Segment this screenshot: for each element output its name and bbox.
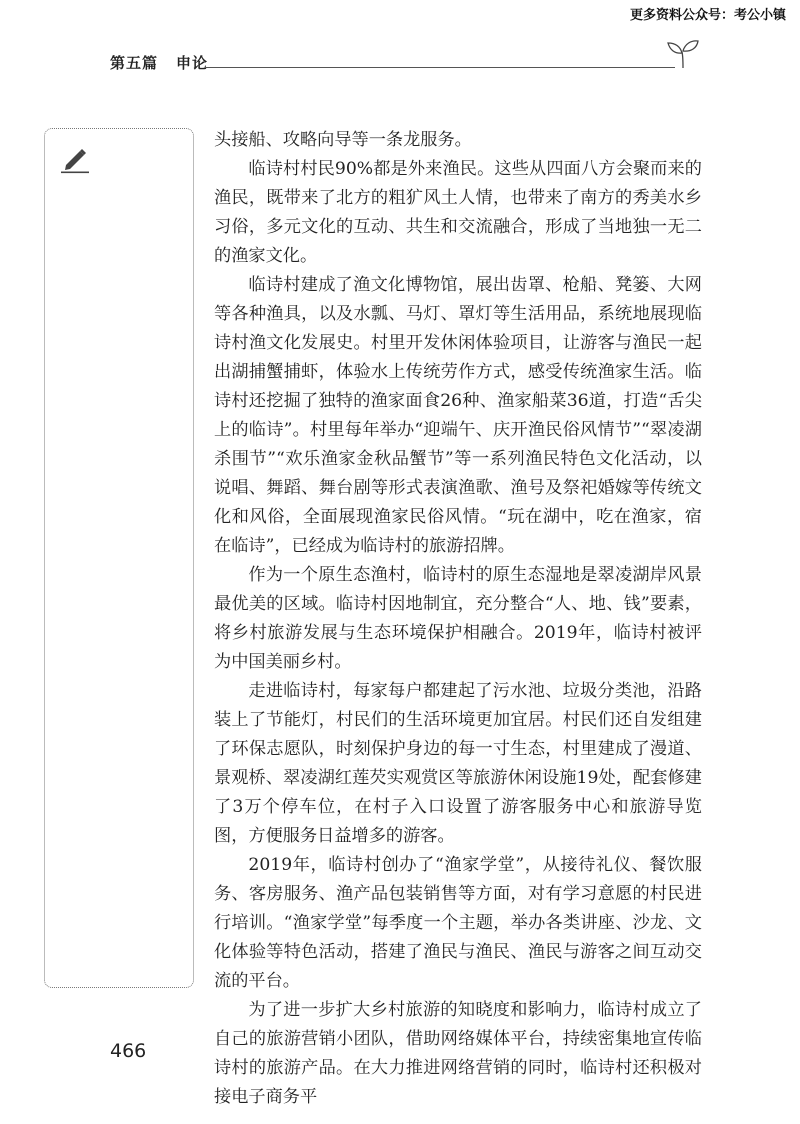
page-number: 466	[110, 1040, 147, 1062]
paragraph: 作为一个原生态渔村，临诗村的原生态湿地是翠凌湖岸风景最优美的区域。临诗村因地制宜，充分整合“人、地、钱”要素，将乡村旅游发展与生态环境保护相融合。2019年，临诗村被评为中国美丽乡村。	[214, 565, 702, 672]
header-rule	[205, 67, 675, 68]
pencil-note-icon	[58, 146, 92, 174]
top-note: 更多资料公众号：考公小镇	[629, 8, 786, 23]
paragraph: 为了进一步扩大乡村旅游的知晓度和影响力，临诗村成立了自己的旅游营销小团队，借助网络媒体平台，持续密集地宣传临诗村的旅游产品。在大力推进网络营销的同时，临诗村还积极对接电子商务平	[214, 1000, 702, 1107]
paragraph: 走进临诗村，每家每户都建起了污水池、垃圾分类池，沿路装上了节能灯，村民们的生活环境更加宜居。村民们还自发组建了环保志愿队，时刻保护身边的每一寸生态，村里建成了漫道、景观桥、翠凌湖红莲芡实观赏区等旅游休闲设施19处，配套修建了3万个停车位，在村子入口设置了游客服务中心和旅游导览图，方便服务日益增多的游客。	[214, 681, 702, 846]
header-title: 申论	[176, 54, 209, 72]
sprout-icon	[665, 38, 701, 70]
header-section: 第五篇	[110, 54, 159, 72]
notes-margin-box	[44, 128, 194, 988]
article-body	[214, 126, 702, 1112]
paragraph: 头接船、攻略向导等一条龙服务。	[214, 130, 472, 150]
paragraph: 2019年，临诗村创办了“渔家学堂”，从接待礼仪、餐饮服务、客房服务、渔产品包装销售等方面，对有学习意愿的村民进行培训。“渔家学堂”每季度一个主题，举办各类讲座、沙龙、文化体验等特色活动，搭建了渔民与渔民、渔民与游客之间互动交流的平台。	[214, 855, 702, 991]
running-header	[110, 52, 208, 73]
paragraph: 临诗村建成了渔文化博物馆，展出齿罩、枪船、凳篓、大网等各种渔具，以及水瓢、马灯、罩灯等生活用品，系统地展现临诗村渔文化发展史。村里开发休闲体验项目，让游客与渔民一起出湖捕蟹捕虾，体验水上传统劳作方式，感受传统渔家生活。临诗村还挖掘了独特的渔家面食26种、渔家船菜36道，打造“舌尖上的临诗”。村里每年举办“迎端午、庆开渔民俗风情节”“翠凌湖杀围节”“欢乐渔家金秋品蟹节”等一系列渔民特色文化活动，以说唱、舞蹈、舞台剧等形式表演渔歌、渔号及祭祀婚嫁等传统文化和风俗，全面展现渔家民俗风情。“玩在湖中，吃在渔家，宿在临诗”，已经成为临诗村的旅游招牌。	[214, 275, 702, 556]
paragraph: 临诗村村民90%都是外来渔民。这些从四面八方会聚而来的渔民，既带来了北方的粗犷风土人情，也带来了南方的秀美水乡习俗，多元文化的互动、共生和交流融合，形成了当地独一无二的渔家文化。	[214, 159, 702, 266]
